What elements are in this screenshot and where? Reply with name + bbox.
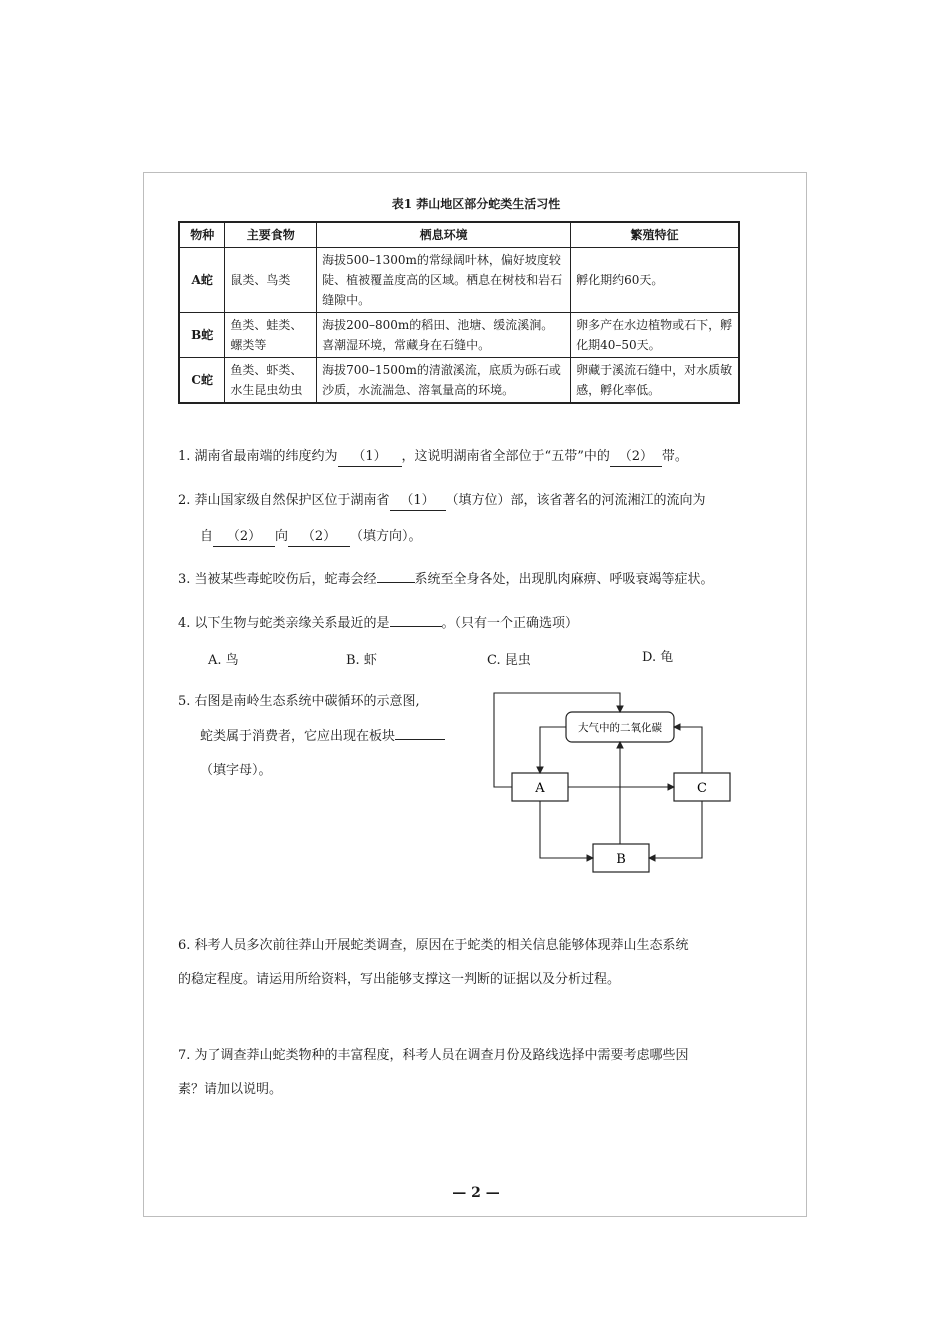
option-b[interactable]: B. 虾 (346, 653, 377, 668)
answer-blank[interactable]: （2） (213, 528, 275, 547)
food-cell: 鱼类、蛙类、螺类等 (225, 313, 317, 358)
option-a[interactable]: A. 鸟 (208, 653, 239, 668)
answer-blank[interactable]: （1） (338, 448, 402, 467)
arrow-a-to-b (540, 801, 593, 858)
snake-habits-table (178, 221, 740, 404)
header-habitat: 栖息环境 (317, 222, 571, 248)
answer-blank[interactable] (395, 739, 445, 740)
page-number: — 2 — (452, 1185, 500, 1201)
answer-blank[interactable]: （2） (288, 528, 350, 547)
atmosphere-label: 大气中的二氧化碳 (578, 722, 662, 734)
question-4: 4. 以下生物与蛇类亲缘关系最近的是 。（只有一个正确选项） (178, 616, 579, 631)
question-7-line-2: 素？请加以说明。 (178, 1082, 283, 1097)
habitat-cell: 海拔700–1500m的清澈溪流，底质为砾石或沙质，水流湍急、溶氧量高的环境。 (317, 358, 571, 404)
label-b: B (616, 852, 626, 867)
habitat-cell: 海拔500–1300m的常绿阔叶林，偏好坡度较陡、植被覆盖度高的区域。栖息在树枝和岩石缝隙中。 (317, 248, 571, 313)
carbon-cycle-diagram (487, 688, 749, 878)
header-food: 主要食物 (225, 222, 317, 248)
question-6-line-2: 的稳定程度。请运用所给资料，写出能够支撑这一判断的证据以及分析过程。 (178, 972, 621, 987)
question-5-line-2: 蛇类属于消费者，它应出现在板块 (200, 728, 445, 746)
table-caption: 表1 莽山地区部分蛇类生活习性 (391, 197, 561, 211)
question-5: 5. 右图是南岭生态系统中碳循环的示意图, (178, 694, 420, 709)
table-row (179, 248, 739, 313)
question-2: 2. 莽山国家级自然保护区位于湖南省 （1） （填方位）部，该省著名的河流湘江的流向为 (178, 492, 706, 511)
breeding-cell: 卵多产在水边植物或石下，孵化期40–50天。 (571, 313, 739, 358)
option-c[interactable]: C. 昆虫 (487, 653, 531, 668)
question-3: 3. 当被某些毒蛇咬伤后，蛇毒会经 系统至全身各处，出现肌肉麻痹、呼吸衰竭等症状。 (178, 572, 714, 587)
breeding-cell: 孵化期约60天。 (571, 248, 739, 313)
arrow-c-to-b (649, 801, 702, 858)
breeding-cell: 卵藏于溪流石缝中，对水质敏感，孵化率低。 (571, 358, 739, 404)
species-cell: B蛇 (179, 313, 225, 358)
arrow-c-to-atmosphere (674, 727, 702, 773)
arrow-atmosphere-to-a (540, 727, 566, 773)
answer-blank[interactable]: （1） (390, 492, 446, 511)
option-d[interactable]: D. 龟 (642, 650, 674, 665)
answer-blank[interactable]: （2） (610, 448, 662, 467)
question-5-line-3: （填字母）。 (200, 763, 272, 778)
exam-page (143, 172, 807, 1217)
species-cell: A蛇 (179, 248, 225, 313)
habitat-cell: 海拔200–800m的稻田、池塘、缓流溪涧。喜潮湿环境，常藏身在石缝中。 (317, 313, 571, 358)
answer-blank[interactable] (377, 582, 415, 583)
table-row (179, 358, 739, 404)
label-c: C (697, 781, 707, 796)
header-breeding: 繁殖特征 (571, 222, 739, 248)
answer-blank[interactable] (390, 626, 442, 627)
question-6: 6. 科考人员多次前往莽山开展蛇类调查，原因在于蛇类的相关信息能够体现莽山生态系统 (178, 938, 689, 953)
question-7: 7. 为了调查莽山蛇类物种的丰富程度，科考人员在调查月份及路线选择中需要考虑哪些因 (178, 1048, 689, 1063)
food-cell: 鼠类、鸟类 (225, 248, 317, 313)
table-row (179, 313, 739, 358)
header-species: 物种 (179, 222, 225, 248)
table-header-row (179, 222, 739, 248)
food-cell: 鱼类、虾类、水生昆虫幼虫 (225, 358, 317, 404)
label-a: A (535, 781, 545, 796)
question-2-line-2: 自 （2） 向 （2） （填方向）。 (200, 528, 422, 547)
species-cell: C蛇 (179, 358, 225, 404)
question-1: 1. 湖南省最南端的纬度约为 （1） ，这说明湖南省全部位于“五带”中的 （2） 带。 (178, 448, 688, 467)
